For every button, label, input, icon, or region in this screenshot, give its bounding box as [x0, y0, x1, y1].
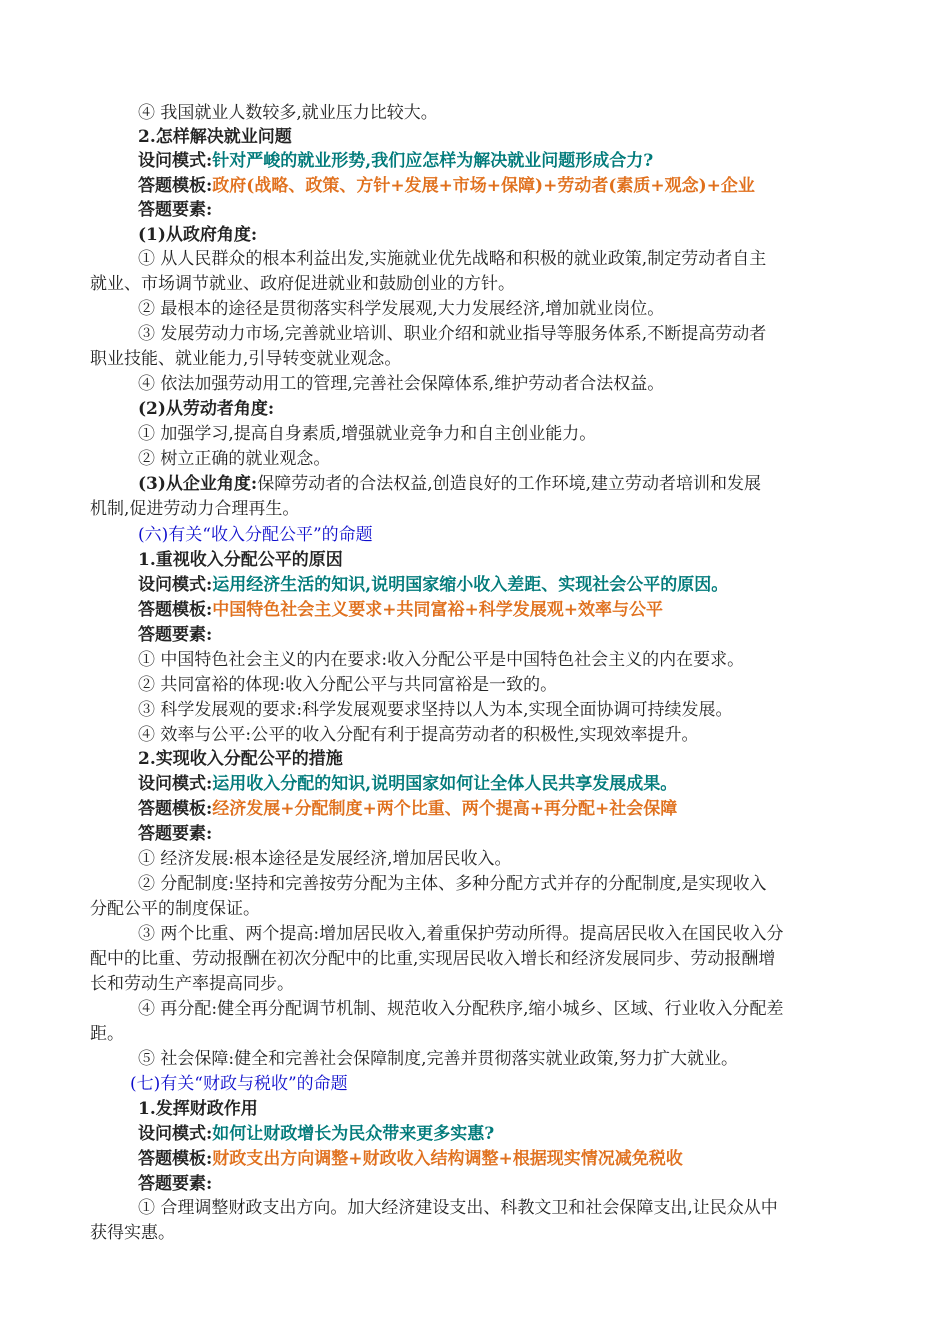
subheading-government: (1)从政府角度: — [138, 225, 258, 245]
text-line: ② 分配制度:坚持和完善按劳分配为主体、多种分配方式并存的分配制度,是实现收入 — [138, 874, 767, 894]
text-line: ① 从人民群众的根本利益出发,实施就业优先战略和积极的就业政策,制定劳动者自主 — [138, 249, 767, 269]
question-model-line: 设问模式:运用收入分配的知识,说明国家如何让全体人民共享发展成果。 — [138, 774, 678, 794]
answer-elements-label: 答题要素: — [138, 625, 213, 645]
text-line: ② 共同富裕的体现:收入分配公平与共同富裕是一致的。 — [138, 675, 558, 695]
question-model-line: 设问模式:针对严峻的就业形势,我们应怎样为解决就业问题形成合力? — [138, 151, 654, 171]
text-line: ① 中国特色社会主义的内在要求:收入分配公平是中国特色社会主义的内在要求。 — [138, 650, 745, 670]
answer-template-line: 答题模板:经济发展+分配制度+两个比重、两个提高+再分配+社会保障 — [138, 799, 678, 819]
heading-income-reason: 1.重视收入分配公平的原因 — [138, 550, 343, 570]
text-line: 职业技能、就业能力,引导转变就业观念。 — [90, 349, 402, 369]
section-heading-finance-tax: (七)有关“财政与税收”的命题 — [130, 1074, 348, 1094]
text-line: 机制,促进劳动力合理再生。 — [90, 499, 300, 519]
text-line: ③ 科学发展观的要求:科学发展观要求坚持以人为本,实现全面协调可持续发展。 — [138, 700, 733, 720]
text-line: 获得实惠。 — [90, 1223, 175, 1243]
text-line: 就业、市场调节就业、政府促进就业和鼓励创业的方针。 — [90, 274, 515, 294]
text-line: 配中的比重、劳动报酬在初次分配中的比重,实现居民收入增长和经济发展同步、劳动报酬增 — [90, 949, 776, 969]
text-line: ③ 两个比重、两个提高:增加居民收入,着重保护劳动所得。提高居民收入在国民收入分 — [138, 924, 784, 944]
text-line: 距。 — [90, 1024, 124, 1044]
text-line: ④ 我国就业人数较多,就业压力比较大。 — [138, 103, 438, 123]
text-line: ④ 再分配:健全再分配调节机制、规范收入分配秩序,缩小城乡、区域、行业收入分配差 — [138, 999, 784, 1019]
question-model-line: 设问模式:如何让财政增长为民众带来更多实惠? — [138, 1124, 495, 1144]
answer-template-line: 答题模板:政府(战略、政策、方针+发展+市场+保障)+劳动者(素质+观念)+企业 — [138, 176, 755, 196]
heading-income-measures: 2.实现收入分配公平的措施 — [138, 749, 343, 769]
heading-employment-solution: 2.怎样解决就业问题 — [138, 127, 292, 147]
answer-elements-label: 答题要素: — [138, 1174, 213, 1194]
section-heading-income-distribution: (六)有关“收入分配公平”的命题 — [138, 525, 373, 545]
answer-template-line: 答题模板:财政支出方向调整+财政收入结构调整+根据现实情况减免税收 — [138, 1149, 683, 1169]
text-line: ① 经济发展:根本途径是发展经济,增加居民收入。 — [138, 849, 512, 869]
heading-finance-role: 1.发挥财政作用 — [138, 1099, 258, 1119]
text-line: ③ 发展劳动力市场,完善就业培训、职业介绍和就业指导等服务体系,不断提高劳动者 — [138, 324, 767, 344]
text-line: ⑤ 社会保障:健全和完善社会保障制度,完善并贯彻落实就业政策,努力扩大就业。 — [138, 1049, 738, 1069]
text-line: ④ 效率与公平:公平的收入分配有利于提高劳动者的积极性,实现效率提升。 — [138, 725, 699, 745]
subheading-worker: (2)从劳动者角度: — [138, 399, 275, 419]
answer-template-line: 答题模板:中国特色社会主义要求+共同富裕+科学发展观+效率与公平 — [138, 600, 664, 620]
text-line: 长和劳动生产率提高同步。 — [90, 974, 294, 994]
text-line: ② 树立正确的就业观念。 — [138, 449, 331, 469]
text-line: ④ 依法加强劳动用工的管理,完善社会保障体系,维护劳动者合法权益。 — [138, 374, 665, 394]
question-model-line: 设问模式:运用经济生活的知识,说明国家缩小收入差距、实现社会公平的原因。 — [138, 575, 729, 595]
text-line: ② 最根本的途径是贯彻落实科学发展观,大力发展经济,增加就业岗位。 — [138, 299, 665, 319]
answer-elements-label: 答题要素: — [138, 200, 213, 220]
text-line: ① 加强学习,提高自身素质,增强就业竞争力和自主创业能力。 — [138, 424, 597, 444]
answer-elements-label: 答题要素: — [138, 824, 213, 844]
text-line: 分配公平的制度保证。 — [90, 899, 260, 919]
text-line: ① 合理调整财政支出方向。加大经济建设支出、科教文卫和社会保障支出,让民众从中 — [138, 1198, 778, 1218]
text-line: (3)从企业角度:保障劳动者的合法权益,创造良好的工作环境,建立劳动者培训和发展 — [138, 474, 762, 494]
